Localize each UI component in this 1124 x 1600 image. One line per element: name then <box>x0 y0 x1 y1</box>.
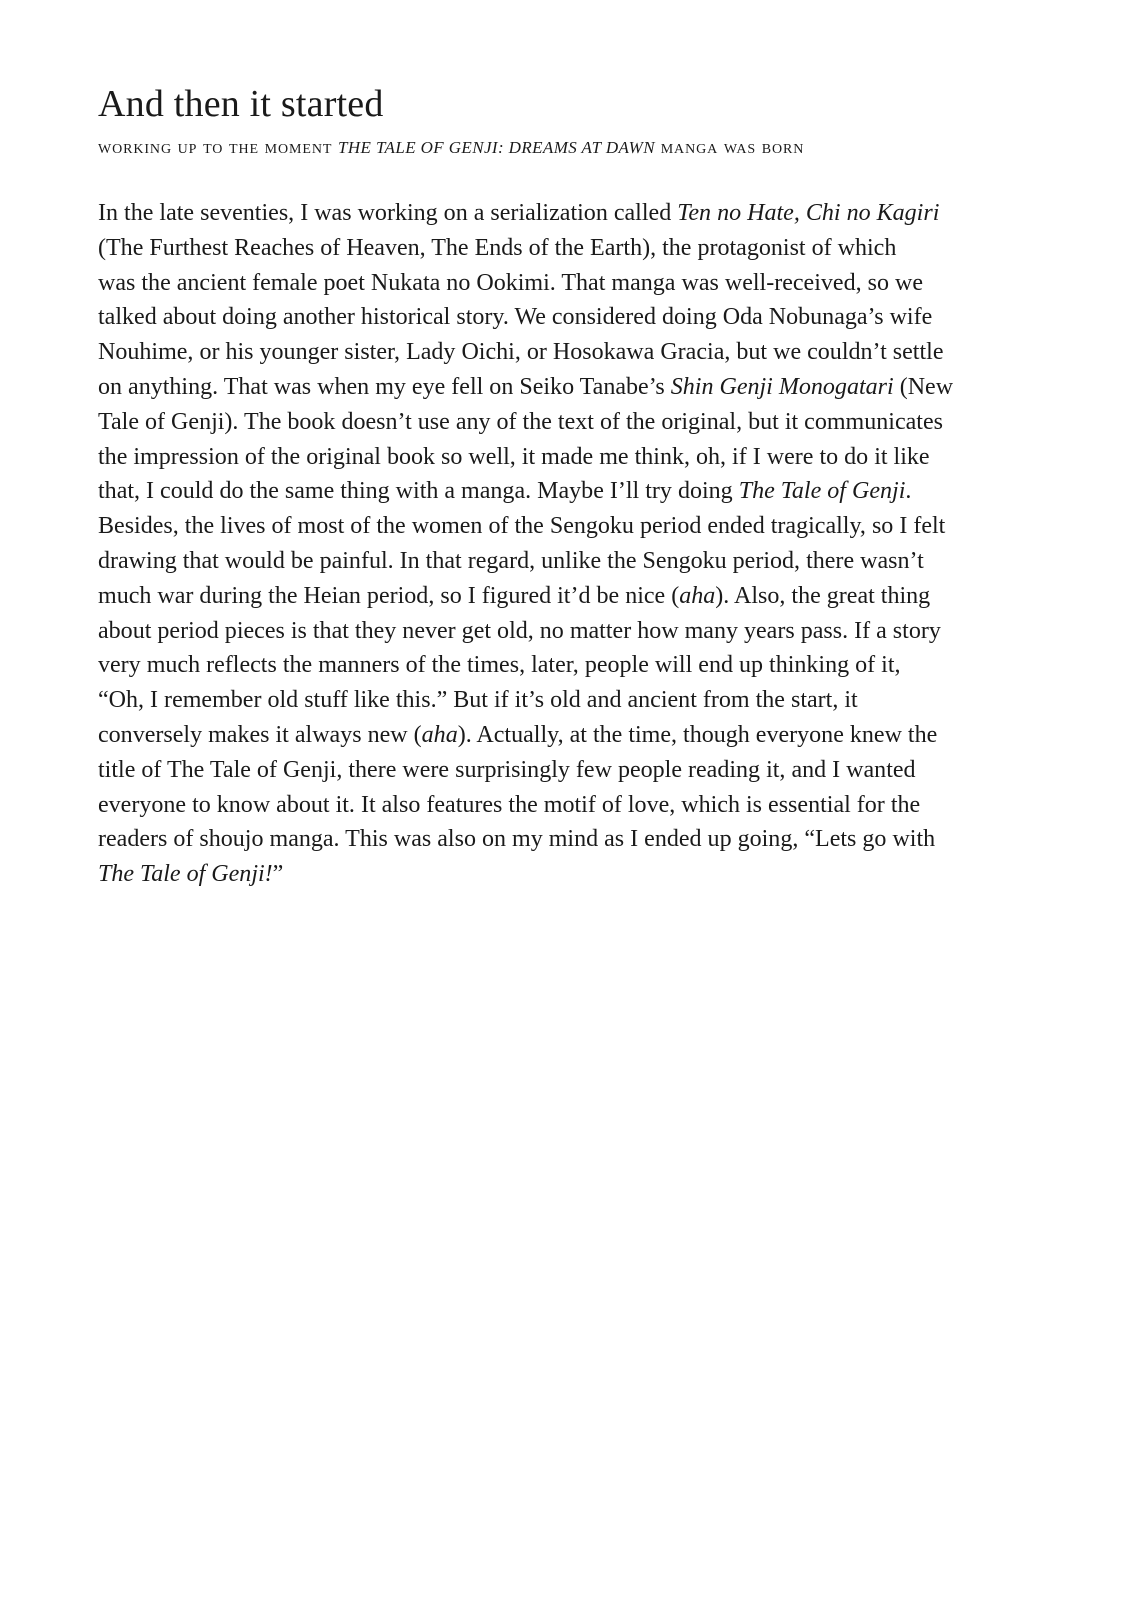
text-line <box>98 335 1038 370</box>
text-span: was the ancient female poet Nukata no Ookimi. That manga was well-received, so we <box>98 269 924 296</box>
text-span: ). Actually, at the time, though everyone knew the <box>457 721 938 748</box>
text-line <box>98 440 1038 475</box>
text-line <box>98 753 1038 788</box>
text-line <box>98 683 1038 718</box>
body-paragraph <box>98 196 1038 892</box>
subtitle-book-title: THE TALE OF GENJI: DREAMS AT DAWN <box>338 138 655 157</box>
text-line <box>98 370 1038 405</box>
text-span: very much reflects the manners of the times, later, people will end up thinking of it, <box>98 652 901 679</box>
italic-title-span: The Tale of Genji <box>738 478 906 505</box>
text-line <box>98 266 1038 301</box>
text-span: much war during the Heian period, so I figured it’d be nice ( <box>98 582 680 609</box>
text-line <box>98 579 1038 614</box>
text-span: In the late seventies, I was working on a serialization called <box>98 200 678 226</box>
page-title: And then it started <box>98 83 384 125</box>
text-line <box>98 509 1038 544</box>
text-span: Besides, the lives of most of the women of the Sengoku period ended tragically, so I felt <box>98 513 946 540</box>
text-span: on anything. That was when my eye fell on Seiko Tanabe’s <box>98 373 671 400</box>
subtitle-lead: working up to the moment <box>98 137 338 158</box>
text-line <box>98 405 1038 440</box>
text-line <box>98 474 1038 509</box>
text-line <box>98 822 1038 857</box>
text-span: that, I could do the same thing with a manga. Maybe I’ll try doing <box>98 478 739 505</box>
text-line <box>98 196 1038 231</box>
text-span: (The Furthest Reaches of Heaven, The Ends of the Earth), the protagonist of which <box>98 234 897 261</box>
text-span: about period pieces is that they never get old, no matter how many years pass. If a story <box>98 617 941 644</box>
text-line <box>98 718 1038 753</box>
text-line <box>98 788 1038 823</box>
italic-title-span: aha <box>679 582 716 609</box>
text-span: everyone to know about it. It also features the motif of love, which is essential for the <box>98 791 921 818</box>
italic-title-span: Ten no Hate, Chi no Kagiri <box>677 200 940 226</box>
italic-title-span: aha <box>421 721 458 748</box>
text-span: the impression of the original book so well, it made me think, oh, if I were to do it like <box>98 443 930 470</box>
text-span: Nouhime, or his younger sister, Lady Oichi, or Hosokawa Gracia, but we couldn’t settle <box>98 339 944 366</box>
text-span: “Oh, I remember old stuff like this.” But if it’s old and ancient from the start, it <box>98 687 858 714</box>
text-span: (New <box>893 373 954 400</box>
text-line <box>98 231 1038 266</box>
text-span: title of The Tale of Genji, there were surprisingly few people reading it, and I wanted <box>98 756 916 783</box>
italic-title-span: Shin Genji Monogatari <box>670 373 894 400</box>
essay-page <box>98 78 1038 892</box>
text-span: ” <box>272 861 284 888</box>
text-line <box>98 648 1038 683</box>
page-subtitle <box>98 134 1038 162</box>
text-span: readers of shoujo manga. This was also on my mind as I ended up going, “Lets go with <box>98 826 936 853</box>
text-line <box>98 614 1038 649</box>
text-line <box>98 544 1038 579</box>
italic-title-span: The Tale of Genji! <box>98 861 273 888</box>
text-span: drawing that would be painful. In that regard, unlike the Sengoku period, there wasn’t <box>98 547 924 574</box>
subtitle-tail: manga was born <box>654 137 805 158</box>
text-span: ). Also, the great thing <box>715 582 931 609</box>
text-line <box>98 300 1038 335</box>
text-line <box>98 857 1038 892</box>
text-span: Tale of Genji). The book doesn’t use any of the text of the original, but it communicates <box>98 408 943 435</box>
text-span: talked about doing another historical story. We considered doing Oda Nobunaga’s wife <box>98 304 933 331</box>
text-span: conversely makes it always new ( <box>98 721 422 748</box>
text-span: . <box>905 478 912 505</box>
